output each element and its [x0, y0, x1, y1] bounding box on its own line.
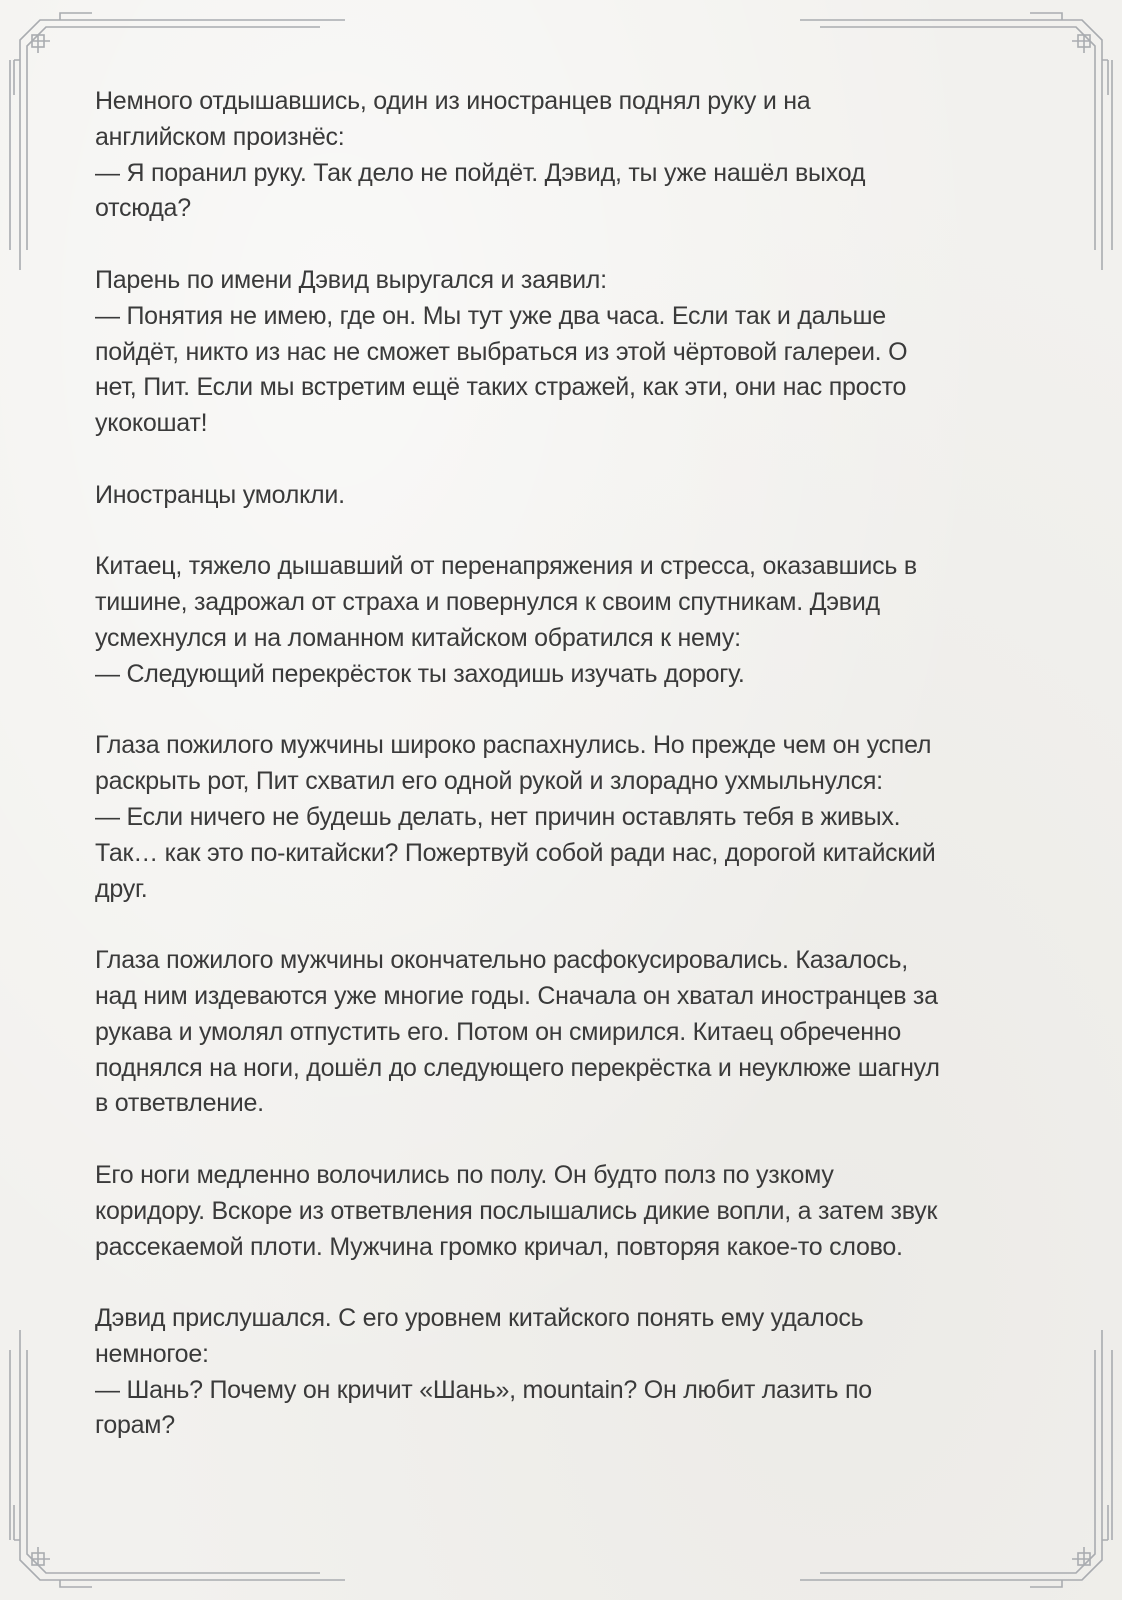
text-line: раскрыть рот, Пит схватил его одной рукой и злорадно ухмыльнулся: — [95, 767, 883, 796]
text-line: отсюда? — [95, 194, 191, 223]
text-line: в ответвление. — [95, 1089, 264, 1118]
text-line: Так… как это по-китайски? Пожертвуй собой ради нас, дорогой китайский — [95, 838, 936, 867]
paragraph — [95, 263, 1025, 442]
text-line: укокошат! — [95, 409, 208, 438]
text-line: немногое: — [95, 1339, 209, 1368]
text-line: Глаза пожилого мужчины широко распахнулись. Но прежде чем он успел — [95, 731, 932, 760]
text-line: Дэвид прислушался. С его уровнем китайского понять ему удалось — [95, 1304, 864, 1333]
text-line: — Если ничего не будешь делать, нет причин оставлять тебя в живых. — [95, 802, 901, 831]
text-line: Немного отдышавшись, один из иностранцев поднял руку и на — [95, 87, 811, 115]
text-line: над ним издеваются уже многие годы. Сначала он хватал иностранцев за — [95, 981, 938, 1010]
text-line: горам? — [95, 1411, 175, 1440]
text-line: Его ноги медленно волочились по полу. Он будто полз по узкому — [95, 1160, 834, 1189]
paragraph — [95, 943, 1025, 1122]
text-line: — Понятия не имею, где он. Мы тут уже два часа. Если так и дальше — [95, 301, 886, 330]
text-line: нет, Пит. Если мы встретим ещё таких стражей, как эти, они нас просто — [95, 373, 907, 402]
text-line: коридору. Вскоре из ответвления послышались дикие вопли, а затем звук — [95, 1196, 938, 1225]
text-line: пойдёт, никто из нас не сможет выбраться из этой чёртовой галереи. О — [95, 337, 908, 366]
paragraph — [95, 549, 1025, 692]
text-line: Иностранцы умолкли. — [95, 480, 345, 509]
story-text — [95, 84, 1025, 1480]
paragraph — [95, 1301, 1025, 1444]
text-line: Китаец, тяжело дышавший от перенапряжения и стресса, оказавшись в — [95, 552, 917, 581]
text-line: поднялся на ноги, дошёл до следующего перекрёстка и неуклюже шагнул — [95, 1053, 940, 1082]
text-line: английском произнёс: — [95, 122, 345, 151]
text-line: усмехнулся и на ломанном китайском обратился к нему: — [95, 623, 741, 652]
paragraph — [95, 728, 1025, 907]
text-line: — Следующий перекрёсток ты заходишь изучать дорогу. — [95, 659, 745, 688]
text-line: — Шань? Почему он кричит «Шань», mountain? Он любит лазить по — [95, 1375, 872, 1404]
text-line: Глаза пожилого мужчины окончательно расфокусировались. Казалось, — [95, 946, 908, 975]
text-line: тишине, задрожал от страха и повернулся к своим спутникам. Дэвид — [95, 588, 880, 617]
text-line: — Я поранил руку. Так дело не пойдёт. Дэвид, ты уже нашёл выход — [95, 158, 866, 187]
text-line: рукава и умолял отпустить его. Потом он смирился. Китаец обреченно — [95, 1017, 901, 1046]
text-line: друг. — [95, 874, 148, 903]
text-line: Парень по имени Дэвид выругался и заявил: — [95, 265, 607, 294]
paragraph — [95, 478, 1025, 514]
text-line: рассекаемой плоти. Мужчина громко кричал, повторяя какое-то слово. — [95, 1232, 903, 1261]
paragraph — [95, 1158, 1025, 1265]
paragraph — [95, 84, 1025, 227]
